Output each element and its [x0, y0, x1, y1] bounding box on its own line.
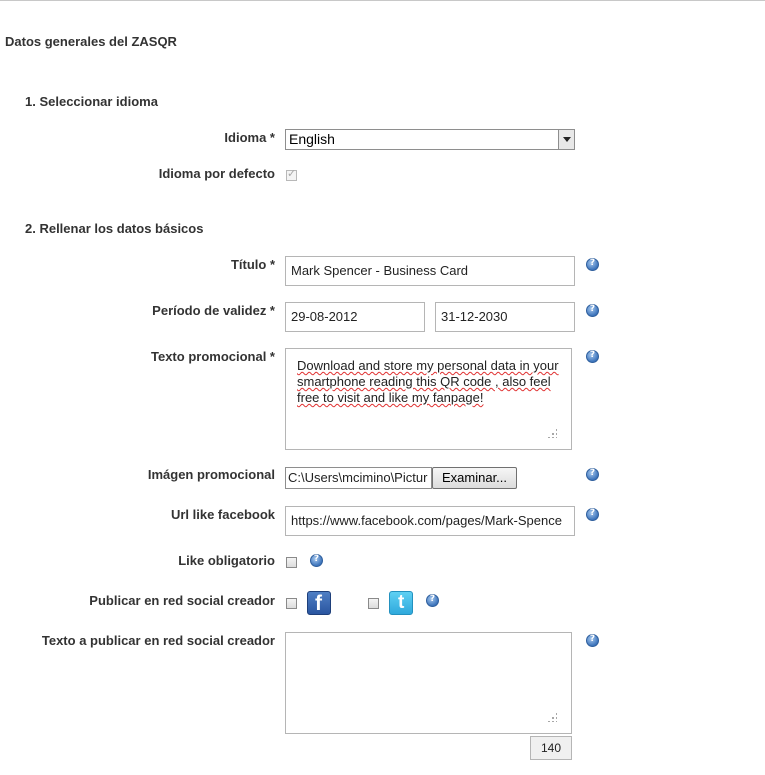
help-icon[interactable]: [586, 258, 599, 271]
titulo-label: Título *: [230, 257, 275, 272]
like-obligatorio-label: Like obligatorio: [178, 553, 275, 568]
url-facebook-label: Url like facebook: [170, 507, 275, 522]
twitter-icon: [389, 591, 413, 615]
texto-promocional-value: Download and store my personal data in your smartphone reading this QR code , also feel free to visit and like my fanpage!: [297, 358, 559, 405]
facebook-icon: [307, 591, 331, 615]
chevron-down-icon[interactable]: [558, 130, 574, 149]
examinar-button[interactable]: Examinar...: [432, 467, 517, 489]
idioma-defecto-label: Idioma por defecto: [158, 166, 275, 181]
texto-promocional-textarea[interactable]: [285, 348, 572, 450]
publicar-twitter-checkbox[interactable]: [368, 598, 379, 609]
texto-promocional-label: Texto promocional *: [151, 349, 275, 364]
page-title: Datos generales del ZASQR: [5, 34, 177, 49]
titulo-input[interactable]: Mark Spencer - Business Card: [285, 256, 575, 286]
imagen-promocional-label: Imágen promocional: [147, 467, 275, 482]
imagen-path-field[interactable]: C:\Users\mcimino\Pictur: [285, 467, 432, 489]
resize-grip-icon[interactable]: [547, 712, 557, 722]
help-icon[interactable]: [586, 304, 599, 317]
idioma-defecto-checkbox: [286, 170, 297, 181]
texto-publicar-label: Texto a publicar en red social creador: [41, 633, 275, 648]
publicar-facebook-checkbox[interactable]: [286, 598, 297, 609]
top-divider: [0, 0, 765, 1]
idioma-label: Idioma *: [224, 130, 275, 145]
periodo-desde-input[interactable]: 29-08-2012: [285, 302, 425, 332]
texto-publicar-textarea[interactable]: [285, 632, 572, 734]
periodo-label: Período de validez *: [152, 303, 275, 318]
help-icon[interactable]: [586, 468, 599, 481]
section-title-idioma: 1. Seleccionar idioma: [25, 94, 158, 109]
idioma-select-value: English: [289, 131, 335, 147]
like-obligatorio-checkbox[interactable]: [286, 557, 297, 568]
section-title-datos-basicos: 2. Rellenar los datos básicos: [25, 221, 204, 236]
periodo-hasta-input[interactable]: 31-12-2030: [435, 302, 575, 332]
idioma-select[interactable]: [285, 129, 575, 150]
help-icon[interactable]: [586, 350, 599, 363]
url-facebook-input[interactable]: https://www.facebook.com/pages/Mark-Spence: [285, 506, 575, 536]
help-icon[interactable]: [426, 594, 439, 607]
resize-grip-icon[interactable]: [547, 428, 557, 438]
publicar-red-social-label: Publicar en red social creador: [89, 593, 275, 608]
help-icon[interactable]: [586, 634, 599, 647]
help-icon[interactable]: [586, 508, 599, 521]
help-icon[interactable]: [310, 554, 323, 567]
character-counter: 140: [530, 736, 572, 760]
